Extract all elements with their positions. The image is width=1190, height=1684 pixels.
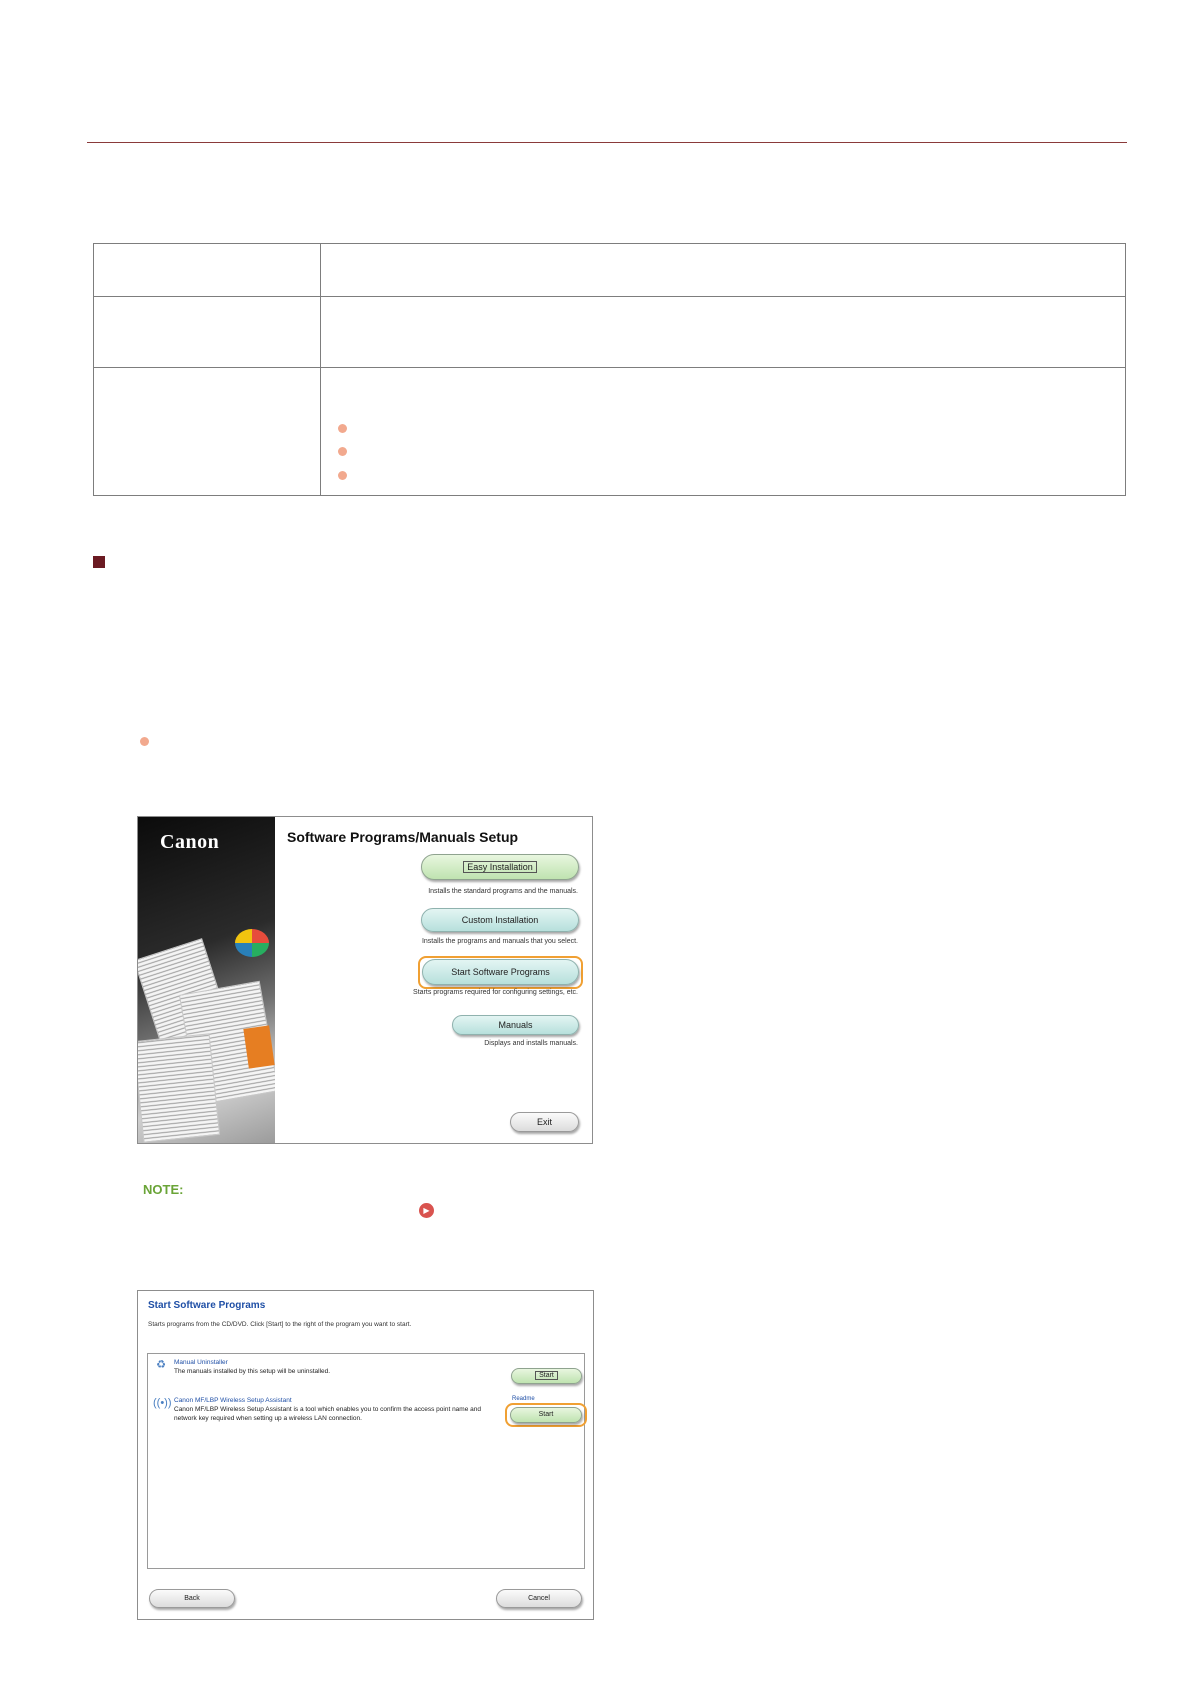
bullet-icon	[338, 424, 347, 433]
window-title: Start Software Programs	[148, 1300, 266, 1311]
window-title: Software Programs/Manuals Setup	[287, 829, 519, 845]
header-rule	[87, 142, 1127, 143]
custom-installation-button[interactable]: Custom Installation	[421, 908, 579, 932]
manuals-button[interactable]: Manuals	[452, 1015, 579, 1035]
start-button[interactable]	[511, 1368, 582, 1384]
manuals-description: Displays and installs manuals.	[484, 1040, 578, 1047]
paper-graphic	[138, 1033, 220, 1142]
table-cell	[321, 297, 1126, 368]
program-name[interactable]: Canon MF/LBP Wireless Setup Assistant	[174, 1397, 292, 1404]
bullet-icon	[140, 737, 149, 746]
pie-graphic	[235, 929, 269, 957]
bullet-icon	[338, 471, 347, 480]
program-name: Manual Uninstaller	[174, 1359, 228, 1366]
program-description: Canon MF/LBP Wireless Setup Assistant is a tool which enables you to confirm the access point name and network key required when setting up a wireless LAN connection.	[174, 1406, 481, 1422]
back-button[interactable]: Back	[149, 1589, 235, 1608]
window-description: Starts programs from the CD/DVD. Click [Start] to the right of the program you want to start.	[148, 1321, 412, 1328]
wireless-icon: ((•))	[153, 1397, 172, 1409]
setup-window	[137, 816, 593, 1144]
info-table	[93, 243, 1126, 496]
start-programs-window	[137, 1290, 594, 1620]
bullet-icon	[338, 447, 347, 456]
program-description: The manuals installed by this setup will be uninstalled.	[174, 1368, 331, 1375]
cancel-button[interactable]: Cancel	[496, 1589, 582, 1608]
cover-art	[138, 817, 275, 1144]
note-label: NOTE:	[143, 1182, 184, 1197]
easy-installation-description: Installs the standard programs and the manuals.	[428, 888, 578, 895]
table-cell	[321, 368, 1126, 496]
easy-installation-button[interactable]	[421, 854, 579, 880]
exit-button[interactable]: Exit	[510, 1112, 579, 1132]
table-cell	[94, 368, 321, 496]
canon-logo: Canon	[160, 831, 220, 853]
button-label: Easy Installation	[463, 861, 537, 873]
start-software-programs-description: Starts programs required for configuring settings, etc.	[413, 989, 578, 996]
table-cell	[94, 297, 321, 368]
table-cell	[94, 244, 321, 297]
button-label: Start	[535, 1371, 558, 1380]
section-marker-icon	[93, 556, 105, 568]
readme-link[interactable]: Readme	[512, 1396, 535, 1402]
start-software-programs-button[interactable]: Start Software Programs	[422, 959, 579, 985]
program-list	[147, 1353, 585, 1569]
uninstaller-icon: ♻	[156, 1359, 166, 1371]
note-arrow-icon[interactable]: ▶	[419, 1203, 434, 1218]
custom-installation-description: Installs the programs and manuals that you select.	[421, 938, 578, 945]
start-button[interactable]: Start	[510, 1407, 582, 1423]
table-cell	[321, 244, 1126, 297]
paper-graphic	[243, 1025, 274, 1068]
